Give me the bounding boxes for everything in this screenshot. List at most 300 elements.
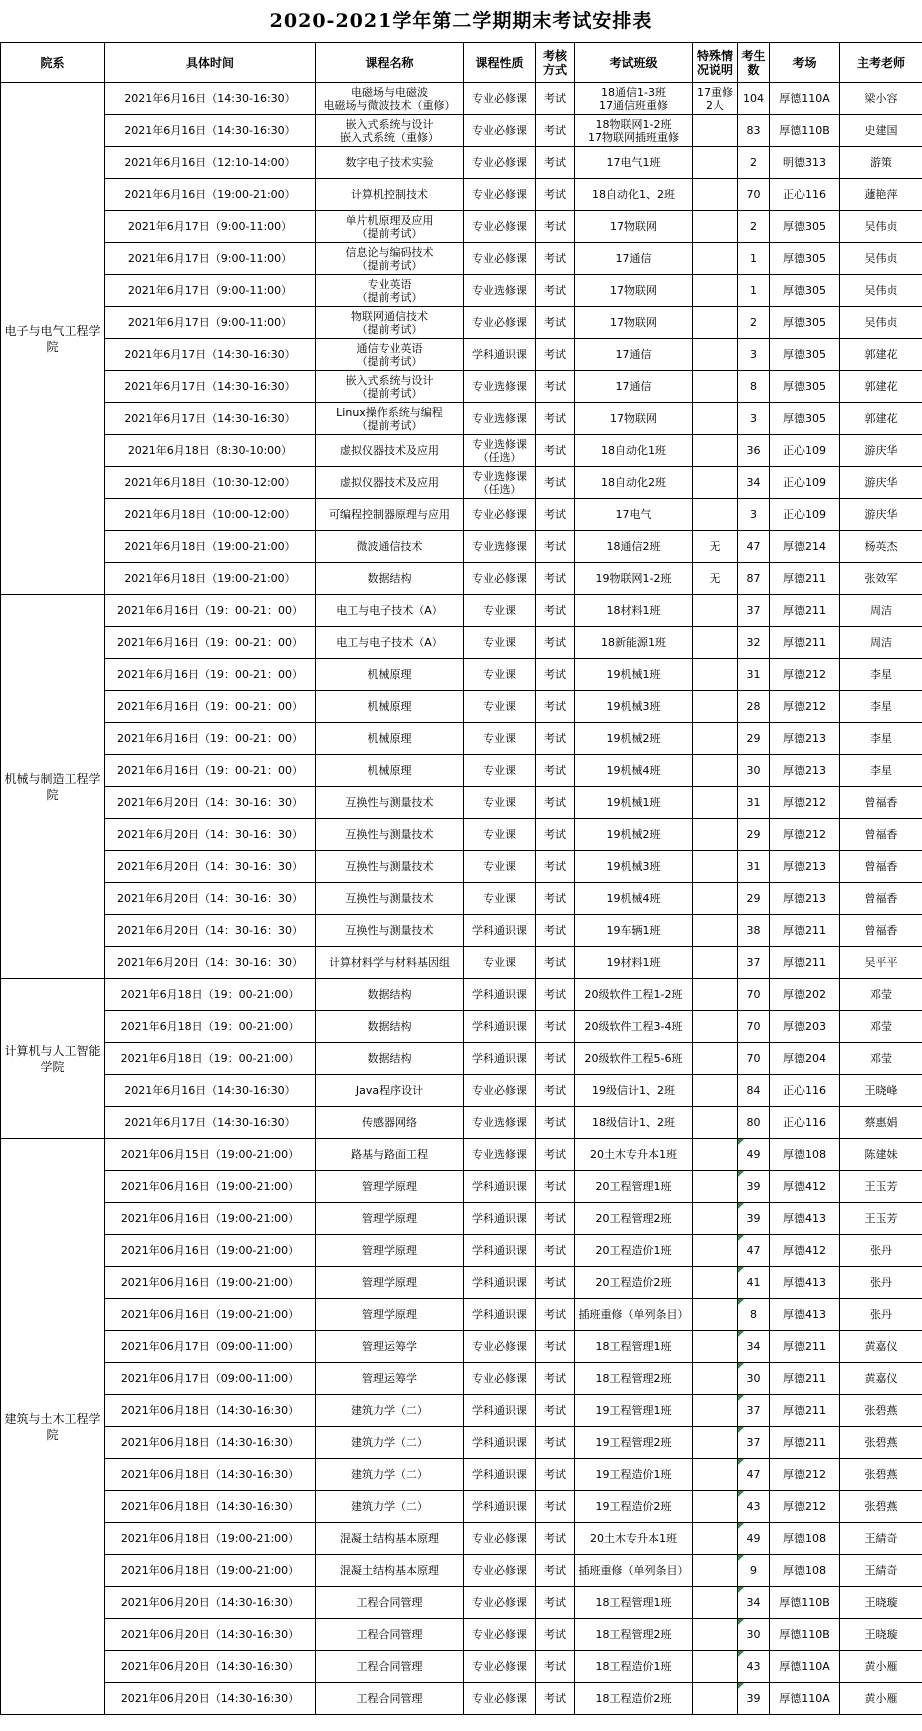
- cell-note: [693, 1139, 738, 1171]
- page-title: 2020-2021学年第二学期期末考试安排表: [269, 10, 653, 32]
- cell-method: 考试: [536, 851, 575, 883]
- cell-course: 机械原理: [316, 723, 464, 755]
- table-row: [1, 275, 922, 307]
- cell-class: 18级信计1、2班: [575, 1107, 693, 1139]
- cell-count: 29: [738, 723, 770, 755]
- cell-course: 工程合同管理: [316, 1683, 464, 1715]
- cell-course-type: 学科通识课: [464, 1299, 536, 1331]
- cell-course-type: 专业必修课: [464, 211, 536, 243]
- cell-note: [693, 1459, 738, 1491]
- cell-time: 2021年6月16日（19：00-21：00）: [105, 691, 316, 723]
- cell-count: 37: [738, 1395, 770, 1427]
- cell-time: 2021年06月20日（14:30-16:30）: [105, 1619, 316, 1651]
- cell-teacher: 周洁: [840, 595, 922, 627]
- cell-course-type: 专业选修课: [464, 403, 536, 435]
- cell-course-type: 专业课: [464, 627, 536, 659]
- cell-method: 考试: [536, 915, 575, 947]
- cell-note: [693, 307, 738, 339]
- cell-class: 19工程造价2班: [575, 1491, 693, 1523]
- cell-time: 2021年6月16日（19:00-21:00）: [105, 179, 316, 211]
- cell-time: 2021年6月18日（19：00-21:00）: [105, 979, 316, 1011]
- cell-method: 考试: [536, 787, 575, 819]
- cell-course-type: 专业选修课: [464, 275, 536, 307]
- cell-teacher: 杨英杰: [840, 531, 922, 563]
- cell-note: [693, 275, 738, 307]
- cell-class: 17通信: [575, 371, 693, 403]
- cell-count: 8: [738, 371, 770, 403]
- cell-method: 考试: [536, 1043, 575, 1075]
- cell-method: 考试: [536, 691, 575, 723]
- cell-class: 19机械3班: [575, 851, 693, 883]
- table-row: [1, 627, 922, 659]
- table-row: [1, 1395, 922, 1427]
- cell-class: 19工程造价1班: [575, 1459, 693, 1491]
- cell-time: 2021年6月18日（19:00-21:00）: [105, 531, 316, 563]
- cell-course-type: 专业必修课: [464, 115, 536, 147]
- cell-note: [693, 1171, 738, 1203]
- cell-teacher: 李星: [840, 755, 922, 787]
- table-row: [1, 947, 922, 979]
- cell-method: 考试: [536, 403, 575, 435]
- cell-method: 考试: [536, 1491, 575, 1523]
- cell-course: 工程合同管理: [316, 1619, 464, 1651]
- cell-course: 数据结构: [316, 563, 464, 595]
- cell-class: 19机械1班: [575, 787, 693, 819]
- cell-class: 20级软件工程1-2班: [575, 979, 693, 1011]
- cell-count: 1: [738, 275, 770, 307]
- cell-method: 考试: [536, 627, 575, 659]
- table-row: [1, 851, 922, 883]
- cell-course-type: 专业选修课: [464, 1139, 536, 1171]
- cell-method: 考试: [536, 947, 575, 979]
- cell-time: 2021年06月17日（09:00-11:00）: [105, 1331, 316, 1363]
- cell-method: 考试: [536, 1587, 575, 1619]
- cell-course: 数字电子技术实验: [316, 147, 464, 179]
- table-row: [1, 211, 922, 243]
- cell-course-type: 专业必修课: [464, 1363, 536, 1395]
- cell-method: 考试: [536, 243, 575, 275]
- cell-teacher: 曾福香: [840, 851, 922, 883]
- cell-note: [693, 1555, 738, 1587]
- cell-teacher: 史建国: [840, 115, 922, 147]
- cell-course: 管理学原理: [316, 1235, 464, 1267]
- cell-count: 37: [738, 1427, 770, 1459]
- cell-note: [693, 915, 738, 947]
- table-row: [1, 979, 922, 1011]
- cell-room: 厚德212: [770, 819, 840, 851]
- cell-course-type: 专业选修课: [464, 531, 536, 563]
- cell-course-type: 专业必修课: [464, 1619, 536, 1651]
- cell-course: 单片机原理及应用 （提前考试）: [316, 211, 464, 243]
- table-row: [1, 1363, 922, 1395]
- cell-note: 无: [693, 563, 738, 595]
- cell-room: 正心116: [770, 179, 840, 211]
- cell-count: 28: [738, 691, 770, 723]
- cell-course-type: 专业课: [464, 787, 536, 819]
- cell-teacher: 邓莹: [840, 979, 922, 1011]
- cell-count: 32: [738, 627, 770, 659]
- cell-class: 18工程管理1班: [575, 1587, 693, 1619]
- cell-course: 互换性与测量技术: [316, 851, 464, 883]
- cell-course-type: 专业课: [464, 947, 536, 979]
- cell-room: 正心116: [770, 1075, 840, 1107]
- cell-method: 考试: [536, 1555, 575, 1587]
- cell-method: 考试: [536, 595, 575, 627]
- cell-count: 2: [738, 307, 770, 339]
- cell-teacher: 张丹: [840, 1267, 922, 1299]
- cell-method: 考试: [536, 1459, 575, 1491]
- cell-note: [693, 819, 738, 851]
- cell-time: 2021年6月17日（14:30-16:30）: [105, 371, 316, 403]
- cell-room: 厚德305: [770, 339, 840, 371]
- table-row: [1, 1235, 922, 1267]
- cell-teacher: 张碧燕: [840, 1427, 922, 1459]
- cell-count: 47: [738, 531, 770, 563]
- cell-course: Java程序设计: [316, 1075, 464, 1107]
- cell-method: 考试: [536, 467, 575, 499]
- cell-teacher: 游庆华: [840, 467, 922, 499]
- cell-note: [693, 211, 738, 243]
- cell-note: [693, 1043, 738, 1075]
- header-teacher: 主考老师: [840, 43, 922, 83]
- cell-teacher: 张碧燕: [840, 1491, 922, 1523]
- cell-count: 39: [738, 1683, 770, 1715]
- table-row: [1, 1075, 922, 1107]
- cell-course-type: 专业课: [464, 819, 536, 851]
- cell-time: 2021年6月16日（19：00-21：00）: [105, 595, 316, 627]
- cell-note: [693, 1523, 738, 1555]
- header-count: 考生数: [738, 43, 770, 83]
- cell-course: 管理运筹学: [316, 1363, 464, 1395]
- cell-count: 43: [738, 1651, 770, 1683]
- cell-class: 18工程管理2班: [575, 1619, 693, 1651]
- cell-course: 电工与电子技术（A）: [316, 627, 464, 659]
- cell-method: 考试: [536, 1139, 575, 1171]
- cell-class: 18新能源1班: [575, 627, 693, 659]
- cell-course-type: 学科通识课: [464, 1203, 536, 1235]
- cell-method: 考试: [536, 147, 575, 179]
- table-row: [1, 1299, 922, 1331]
- cell-class: 19机械4班: [575, 755, 693, 787]
- cell-count: 8: [738, 1299, 770, 1331]
- table-row: [1, 723, 922, 755]
- cell-room: 厚德212: [770, 787, 840, 819]
- table-row: [1, 1651, 922, 1683]
- cell-course: 数据结构: [316, 1043, 464, 1075]
- cell-note: [693, 787, 738, 819]
- cell-course: 混凝土结构基本原理: [316, 1523, 464, 1555]
- cell-method: 考试: [536, 819, 575, 851]
- cell-method: 考试: [536, 531, 575, 563]
- cell-course-type: 专业选修课 （任选）: [464, 467, 536, 499]
- cell-class: 20级软件工程5-6班: [575, 1043, 693, 1075]
- cell-time: 2021年6月18日（19：00-21:00）: [105, 1043, 316, 1075]
- cell-room: 厚德110B: [770, 1619, 840, 1651]
- cell-method: 考试: [536, 1523, 575, 1555]
- cell-count: 34: [738, 467, 770, 499]
- cell-course: 工程合同管理: [316, 1651, 464, 1683]
- cell-teacher: 游庆华: [840, 499, 922, 531]
- header-room: 考场: [770, 43, 840, 83]
- table-row: [1, 1523, 922, 1555]
- cell-time: 2021年6月17日（14:30-16:30）: [105, 339, 316, 371]
- cell-note: [693, 1427, 738, 1459]
- cell-teacher: 吴伟贞: [840, 307, 922, 339]
- table-row: [1, 1139, 922, 1171]
- cell-method: 考试: [536, 339, 575, 371]
- header-college: 院系: [1, 43, 105, 83]
- table-row: [1, 1491, 922, 1523]
- cell-time: 2021年6月18日（19：00-21:00）: [105, 1011, 316, 1043]
- cell-teacher: 蔡惠娟: [840, 1107, 922, 1139]
- cell-class: 18通信1-3班 17通信班重修: [575, 83, 693, 115]
- cell-course-type: 学科通识课: [464, 1011, 536, 1043]
- cell-teacher: 王綪奇: [840, 1555, 922, 1587]
- cell-method: 考试: [536, 499, 575, 531]
- cell-note: [693, 1235, 738, 1267]
- cell-course-type: 专业必修课: [464, 179, 536, 211]
- cell-method: 考试: [536, 179, 575, 211]
- header-note: 特殊情况说明: [693, 43, 738, 83]
- cell-room: 厚德204: [770, 1043, 840, 1075]
- cell-room: 厚德110A: [770, 83, 840, 115]
- cell-course: 混凝土结构基本原理: [316, 1555, 464, 1587]
- cell-teacher: 周洁: [840, 627, 922, 659]
- cell-class: 插班重修（单列条目）: [575, 1555, 693, 1587]
- cell-class: 18工程造价2班: [575, 1683, 693, 1715]
- cell-count: 47: [738, 1235, 770, 1267]
- table-row: [1, 1203, 922, 1235]
- cell-class: 19机械3班: [575, 691, 693, 723]
- cell-time: 2021年06月18日（14:30-16:30）: [105, 1491, 316, 1523]
- table-row: [1, 1619, 922, 1651]
- cell-course: 电磁场与电磁波 电磁场与微波技术（重修）: [316, 83, 464, 115]
- cell-room: 厚德305: [770, 211, 840, 243]
- header-method: 考核方式: [536, 43, 575, 83]
- cell-course: 管理运筹学: [316, 1331, 464, 1363]
- cell-class: 17物联网: [575, 403, 693, 435]
- table-row: [1, 83, 922, 115]
- cell-room: 厚德211: [770, 915, 840, 947]
- table-row: [1, 147, 922, 179]
- cell-teacher: 郭建花: [840, 371, 922, 403]
- table-row: [1, 883, 922, 915]
- cell-course-type: 专业课: [464, 883, 536, 915]
- cell-class: 20工程管理1班: [575, 1171, 693, 1203]
- cell-time: 2021年6月16日（14:30-16:30）: [105, 83, 316, 115]
- cell-teacher: 王晓璇: [840, 1619, 922, 1651]
- cell-time: 2021年06月18日（19:00-21:00）: [105, 1555, 316, 1587]
- table-row: [1, 1683, 922, 1715]
- cell-method: 考试: [536, 1011, 575, 1043]
- cell-count: 70: [738, 179, 770, 211]
- cell-method: 考试: [536, 1107, 575, 1139]
- cell-time: 2021年06月17日（09:00-11:00）: [105, 1363, 316, 1395]
- cell-room: 厚德110A: [770, 1651, 840, 1683]
- table-row: [1, 371, 922, 403]
- cell-teacher: 李星: [840, 659, 922, 691]
- cell-method: 考试: [536, 1267, 575, 1299]
- cell-class: 20工程造价1班: [575, 1235, 693, 1267]
- cell-college: 建筑与土木工程学院: [1, 1139, 105, 1715]
- cell-note: [693, 659, 738, 691]
- cell-method: 考试: [536, 1427, 575, 1459]
- table-row: [1, 531, 922, 563]
- cell-course: 建筑力学（二）: [316, 1395, 464, 1427]
- cell-course-type: 专业必修课: [464, 1651, 536, 1683]
- cell-teacher: 黄嘉仪: [840, 1363, 922, 1395]
- cell-note: [693, 1331, 738, 1363]
- cell-method: 考试: [536, 211, 575, 243]
- cell-time: 2021年6月16日（19：00-21：00）: [105, 723, 316, 755]
- cell-note: 无: [693, 531, 738, 563]
- cell-method: 考试: [536, 1619, 575, 1651]
- cell-class: 18自动化1、2班: [575, 179, 693, 211]
- cell-class: 19机械1班: [575, 659, 693, 691]
- cell-teacher: 曾福香: [840, 819, 922, 851]
- cell-method: 考试: [536, 1171, 575, 1203]
- cell-class: 19机械2班: [575, 723, 693, 755]
- cell-time: 2021年6月16日（14:30-16:30）: [105, 1075, 316, 1107]
- cell-class: 20工程管理2班: [575, 1203, 693, 1235]
- cell-method: 考试: [536, 979, 575, 1011]
- cell-note: [693, 1619, 738, 1651]
- cell-method: 考试: [536, 659, 575, 691]
- cell-class: 17物联网: [575, 275, 693, 307]
- cell-course: 数据结构: [316, 979, 464, 1011]
- cell-class: 19材料1班: [575, 947, 693, 979]
- cell-time: 2021年06月16日（19:00-21:00）: [105, 1267, 316, 1299]
- cell-count: 3: [738, 499, 770, 531]
- cell-time: 2021年06月18日（14:30-16:30）: [105, 1459, 316, 1491]
- cell-method: 考试: [536, 1651, 575, 1683]
- cell-course-type: 专业必修课: [464, 83, 536, 115]
- cell-time: 2021年06月16日（19:00-21:00）: [105, 1299, 316, 1331]
- table-row: [1, 1555, 922, 1587]
- cell-course-type: 专业必修课: [464, 1587, 536, 1619]
- cell-class: 19机械4班: [575, 883, 693, 915]
- cell-course: 计算材料学与材料基因组: [316, 947, 464, 979]
- cell-method: 考试: [536, 1395, 575, 1427]
- cell-room: 厚德212: [770, 1459, 840, 1491]
- cell-method: 考试: [536, 1075, 575, 1107]
- cell-teacher: 李星: [840, 691, 922, 723]
- cell-time: 2021年06月18日（14:30-16:30）: [105, 1427, 316, 1459]
- cell-course: 计算机控制技术: [316, 179, 464, 211]
- cell-course: 虚拟仪器技术及应用: [316, 435, 464, 467]
- cell-time: 2021年6月17日（14:30-16:30）: [105, 403, 316, 435]
- cell-count: 36: [738, 435, 770, 467]
- cell-room: 厚德211: [770, 1427, 840, 1459]
- cell-teacher: 张效军: [840, 563, 922, 595]
- cell-count: 34: [738, 1331, 770, 1363]
- cell-teacher: 黄嘉仪: [840, 1331, 922, 1363]
- cell-course: 管理学原理: [316, 1203, 464, 1235]
- cell-room: 厚德305: [770, 243, 840, 275]
- cell-note: [693, 1203, 738, 1235]
- cell-class: 19工程管理2班: [575, 1427, 693, 1459]
- cell-note: [693, 339, 738, 371]
- cell-time: 2021年6月16日（19：00-21：00）: [105, 627, 316, 659]
- cell-note: [693, 595, 738, 627]
- cell-teacher: 张碧燕: [840, 1459, 922, 1491]
- header-course: 课程名称: [316, 43, 464, 83]
- cell-teacher: 张丹: [840, 1235, 922, 1267]
- cell-class: 17通信: [575, 339, 693, 371]
- cell-class: 18自动化2班: [575, 467, 693, 499]
- cell-course-type: 专业课: [464, 755, 536, 787]
- cell-count: 83: [738, 115, 770, 147]
- cell-time: 2021年6月16日（19：00-21：00）: [105, 755, 316, 787]
- table-row: [1, 499, 922, 531]
- cell-course: 机械原理: [316, 691, 464, 723]
- cell-teacher: 蘧艳萍: [840, 179, 922, 211]
- cell-teacher: 邓莹: [840, 1043, 922, 1075]
- cell-course-type: 学科通识课: [464, 1235, 536, 1267]
- table-row: [1, 1107, 922, 1139]
- cell-teacher: 李星: [840, 723, 922, 755]
- cell-method: 考试: [536, 435, 575, 467]
- cell-course-type: 学科通识课: [464, 1427, 536, 1459]
- cell-teacher: 王晓璇: [840, 1587, 922, 1619]
- cell-course-type: 学科通识课: [464, 1395, 536, 1427]
- cell-course: Linux操作系统与编程 （提前考试）: [316, 403, 464, 435]
- cell-time: 2021年06月20日（14:30-16:30）: [105, 1587, 316, 1619]
- cell-course-type: 专业选修课: [464, 371, 536, 403]
- cell-note: [693, 1587, 738, 1619]
- cell-room: 厚德211: [770, 947, 840, 979]
- cell-note: [693, 403, 738, 435]
- cell-room: 厚德108: [770, 1139, 840, 1171]
- cell-class: 17电气: [575, 499, 693, 531]
- cell-note: 17重修2人: [693, 83, 738, 115]
- cell-time: 2021年06月15日（19:00-21:00）: [105, 1139, 316, 1171]
- cell-room: 厚德213: [770, 851, 840, 883]
- cell-note: [693, 1395, 738, 1427]
- cell-time: 2021年6月18日（10:00-12:00）: [105, 499, 316, 531]
- cell-time: 2021年6月17日（9:00-11:00）: [105, 307, 316, 339]
- cell-course-type: 专业选修课 （任选）: [464, 435, 536, 467]
- cell-course: 建筑力学（二）: [316, 1491, 464, 1523]
- cell-course-type: 专业必修课: [464, 1075, 536, 1107]
- cell-room: 厚德413: [770, 1267, 840, 1299]
- cell-course-type: 专业课: [464, 659, 536, 691]
- cell-room: 厚德108: [770, 1555, 840, 1587]
- cell-course-type: 专业必修课: [464, 1555, 536, 1587]
- table-row: [1, 1427, 922, 1459]
- cell-class: 19车辆1班: [575, 915, 693, 947]
- cell-room: 厚德305: [770, 403, 840, 435]
- cell-teacher: 王玉芳: [840, 1203, 922, 1235]
- cell-course-type: 学科通识课: [464, 979, 536, 1011]
- cell-room: 厚德202: [770, 979, 840, 1011]
- cell-course: 建筑力学（二）: [316, 1459, 464, 1491]
- cell-teacher: 梁小容: [840, 83, 922, 115]
- cell-count: 70: [738, 1043, 770, 1075]
- cell-course-type: 学科通识课: [464, 1171, 536, 1203]
- cell-class: 插班重修（单列条目）: [575, 1299, 693, 1331]
- cell-teacher: 吴平平: [840, 947, 922, 979]
- cell-note: [693, 1683, 738, 1715]
- cell-room: 厚德211: [770, 1331, 840, 1363]
- cell-time: 2021年6月20日（14：30-16：30）: [105, 915, 316, 947]
- cell-room: 厚德211: [770, 1395, 840, 1427]
- cell-class: 20工程造价2班: [575, 1267, 693, 1299]
- cell-teacher: 游策: [840, 147, 922, 179]
- cell-count: 31: [738, 787, 770, 819]
- cell-course: 建筑力学（二）: [316, 1427, 464, 1459]
- cell-course-type: 专业必修课: [464, 307, 536, 339]
